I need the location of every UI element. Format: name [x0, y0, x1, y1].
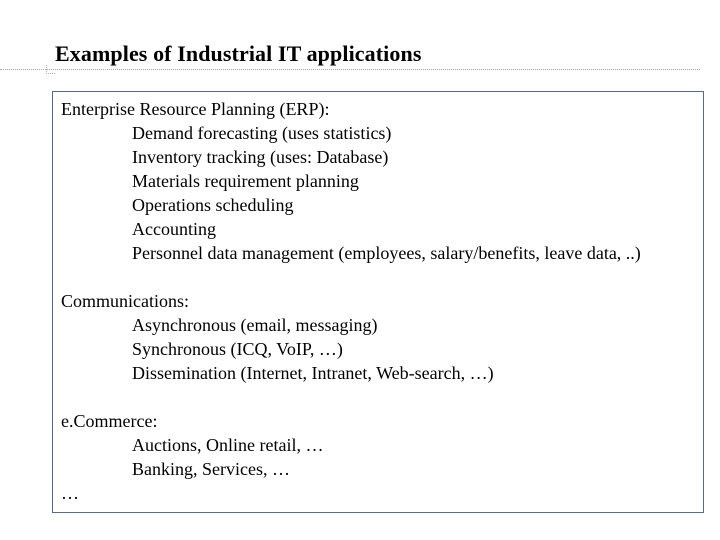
list-item: Demand forecasting (uses statistics) [132, 123, 392, 143]
trailing-ellipsis: … [61, 483, 79, 503]
section-heading: Enterprise Resource Planning (ERP): [61, 99, 330, 119]
list-item: Auctions, Online retail, … [132, 435, 324, 455]
list-item: Inventory tracking (uses: Database) [132, 147, 389, 167]
list-item: Accounting [132, 219, 216, 239]
section-communications [61, 289, 703, 385]
spacer [61, 385, 703, 409]
section-ecommerce [61, 409, 703, 481]
title-divider [0, 69, 700, 70]
list-item: Synchronous (ICQ, VoIP, …) [132, 339, 343, 359]
list-item: Dissemination (Internet, Intranet, Web-search, …) [132, 363, 494, 383]
section-erp [61, 97, 703, 265]
section-heading: e.Commerce: [61, 411, 158, 431]
content-box [52, 91, 704, 513]
list-item: Asynchronous (email, messaging) [132, 315, 378, 335]
list-item: Materials requirement planning [132, 171, 359, 191]
list-item: Operations scheduling [132, 195, 294, 215]
list-item: Banking, Services, … [132, 459, 290, 479]
spacer [61, 265, 703, 289]
slide-title: Examples of Industrial IT applications [55, 41, 422, 66]
list-item: Personnel data management (employees, salary/benefits, leave data, ..) [132, 243, 641, 263]
section-heading: Communications: [61, 291, 189, 311]
